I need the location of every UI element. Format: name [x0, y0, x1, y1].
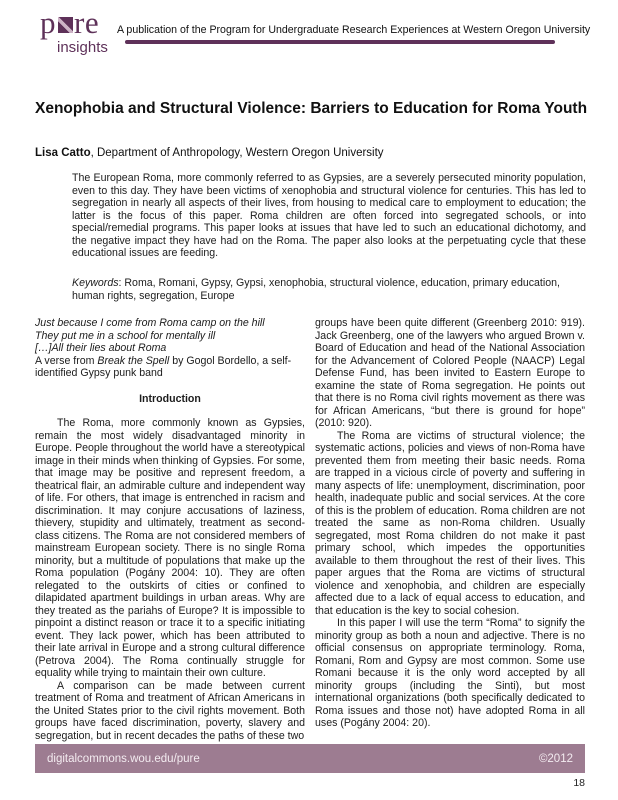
keywords-line: [72, 277, 586, 302]
byline: [35, 147, 595, 159]
author-affiliation: , Department of Anthropology, Western Oregon University: [90, 147, 384, 159]
body-columns: [35, 317, 585, 742]
logo-wordmark: [40, 7, 108, 38]
verse-song-title: Break the Spell: [97, 354, 170, 367]
right-column: [315, 317, 585, 742]
footer-copyright: ©2012: [538, 752, 573, 765]
footer-bar: [35, 744, 585, 773]
logo-insights-label: insights: [57, 39, 108, 56]
page-title: Xenophobia and Structural Violence: Barriers to Education for Roma Youth: [35, 100, 588, 118]
verse-attrib-pre: A verse from: [35, 354, 98, 367]
verse-attribution: [35, 355, 305, 380]
header-divider-rule: [125, 40, 555, 44]
section-heading-introduction: Introduction: [139, 392, 201, 405]
keywords-list: : Roma, Romani, Gypsy, Gypsi, xenophobia, structural violence, education, primary education, human rights, segregation, Europe: [72, 277, 560, 302]
logo-letter-p: p: [40, 5, 56, 40]
verse-line: Just because I come from Roma camp on the hill: [35, 317, 265, 329]
paragraph: The Roma, more commonly known as Gypsies, remain the most widely disadvantaged minority in Europe. People throughout the world have a stereotypical image in their minds when thinking of Gypsies. For some, that image may be positive and represent freedom, a theatrical flair, an admirable culture and independent way of life. For others, that image is entrenched in racism and discrimination. It may conjure accusations of laziness, thievery, stupidity and ultimately, treatment as second-class citizens. The Roma are not considered members of mainstream European society. There is no single Roma minority, but a multitude of populations that make up the Roma population (Pogány 2004: 10). They are often relegated to the outskirts of cities or confined to dilapidated apartment buildings in urban areas. Why are they treated as the pariahs of Europe? It is impossible to pinpoint a distinct reason or trace it to a specific initiating event. They lack power, which has been attributed to their late arrival in Europe and a strong cultural difference (Petrova 2004). The Roma continually struggle for equality while trying to maintain their own culture.: [35, 417, 305, 679]
paragraph: In this paper I will use the term “Roma” to signify the minority group as both a noun and adjective. There is no official consensus on appropriate terminology. Roma, Romani, Rom and Gypsy are most common. Some use Romani because it is the only word accepted by all minority groups (including the Sinti), but most international organizations (both specifically dedicated to Roma issues and those not) have adopted Roma in all uses (Pogány 2004: 20).: [315, 617, 585, 729]
logo-u-glyph-icon: [58, 17, 73, 33]
paragraph: A comparison can be made between current treatment of Roma and treatment of African Americans in the United States prior to the civil rights movement. Both groups have faced discrimination, poverty, slavery and segregation, but in recent decades the paths of these two: [35, 679, 305, 742]
verse-attrib-post: by Gogol Bordello, a self-identified Gypsy punk band: [35, 354, 292, 379]
logo-letters-re: re: [74, 5, 100, 40]
footer-url-link[interactable]: digitalcommons.wou.edu/pure: [47, 752, 200, 765]
abstract-text: The European Roma, more commonly referred to as Gypsies, are a severely persecuted minority population, even to this day. They have been victims of xenophobia and structural violence for centuries. This has led to segregation in nearly all aspects of their lives, from housing to medical care to employment to education; the latter is the focus of this paper. Roma children are often forced into segregated schools, or into special/remedial programs. This paper looks at issues that have led to such an educational dichotomy, and the negative impact they have had on the Roma. The paper also looks at the perpetuating cycle that these educational issues are feeding.: [72, 172, 586, 259]
publication-tagline: A publication of the Program for Undergraduate Research Experiences at Western Oregon University: [117, 24, 591, 36]
verse-line: […]All their lies about Roma: [35, 342, 167, 354]
pure-insights-logo: [40, 7, 108, 55]
paragraph: The Roma are victims of structural violence; the systematic actions, policies and views of non-Roma have prevented them from meeting their basic needs. Roma are trapped in a vicious circle of poverty and suffering in many aspects of life: unemployment, discrimination, poor health, inadequate public and social services. At the core of this is the problem of education. Roma children are not treated the same as non-Roma children. Usually segregated, most Roma children do not make it past primary school, which impedes the opportunities available to them throughout the rest of their lives. This paper argues that the Roma are victims of structural violence and xenophobia, and children are especially affected due to a lack of equal access to education, and that education is the key to social cohesion.: [315, 429, 585, 617]
author-name: Lisa Catto: [35, 147, 91, 159]
keywords-label: Keywords: [72, 277, 119, 289]
page-number: 18: [573, 777, 585, 789]
paragraph: groups have been quite different (Greenberg 2010: 919). Jack Greenberg, one of the lawyers who argued Brown v. Board of Education and head of the National Association for the Advancement of Colored People (NAACP) Legal Defense Fund, has been invited to Eastern Europe to examine the state of Roma segregation. He points out that there is no Roma civil rights movement as there was for African Americans, “but there is ground for hope” (2010: 920).: [315, 317, 585, 429]
left-column: [35, 317, 305, 742]
verse-line: They put me in a school for mentally ill: [35, 329, 216, 342]
